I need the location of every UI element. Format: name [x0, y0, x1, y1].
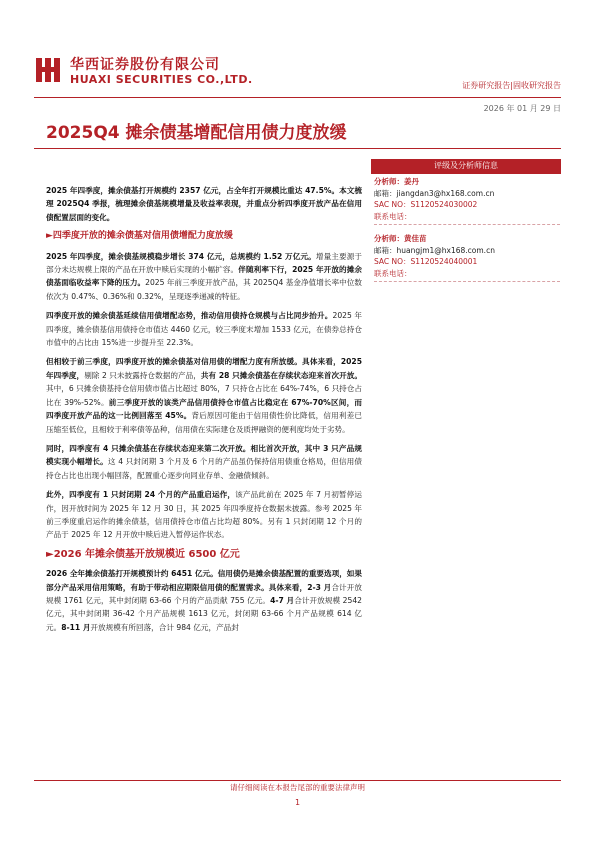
- analyst-name: 分析师：黄佳苗: [374, 234, 427, 243]
- sidebar-divider: [371, 173, 561, 174]
- company-name-cn: 华西证券股份有限公司: [70, 57, 220, 73]
- body-paragraph: 四季度开放的摊余债基延续信用债增配态势，推动信用债持仓规模与占比同步抬升。2025 年四季度，摊余债基信用债持仓市值达 4460 亿元，较三季度末增加 1533 亿元，在债券总持仓市值中的占比由 15%进一步提升至 22.3%。: [46, 311, 362, 348]
- footer-divider: [34, 780, 561, 781]
- report-body: [46, 184, 362, 640]
- company-name-en: HUAXI SECURITIES CO.,LTD.: [70, 73, 253, 86]
- body-paragraph: 同时，四季度有 4 只摊余债基在存续状态迎来第二次开放。相比首次开放，其中 3 只产品规模实现小幅增长。这 4 只封闭期 3 个月及 6 个月的产品虽仍保持信用债重仓格局，但信用债持仓占比也出现小幅回落，配置重心逐步向同业存单、金融债倾斜。: [46, 443, 362, 480]
- analyst-email[interactable]: 邮箱：huangjm1@hx168.com.cn: [374, 245, 495, 255]
- analyst-phone: 联系电话：: [374, 268, 412, 278]
- body-paragraph: 2026 全年摊余债基打开规模预计约 6451 亿元。信用债仍是摊余债基配置的重要选项，如果部分产品采用信用策略，有助于带动相应期限信用债的配置需求。具体来看，2-3 月合计开放规模 1761 亿元，其中封闭期 63-66 个月的产品贡献 755 亿元。4-7 月合计开放规模 2542 亿元，其中封闭期 36-42 个月产品规模 1613 亿元，封闭期 63-66 个月产品规模 614 亿元。8-11 月开放规模有所回落，合计 984 亿元，产品封: [46, 569, 363, 632]
- body-paragraph: 此外，四季度有 1 只封闭期 24 个月的产品重启运作，该产品此前在 2025 年 7 月初暂停运作，因开放时间为 2025 年 12 月 30 日，其 2025 年四季度持仓数据未披露。参考 2025 年前三季度重启运作的摊余债基，信用债持仓市值占比均超 80%。另有 1 只封闭期 12 个月的产品于 2025 年 12 月开放中赎后进入暂停运作状态。: [46, 490, 362, 540]
- body-paragraph: 但相较于前三季度，四季度开放的摊余债基对信用债的增配力度有所放缓。具体来看，2025 年四季度，剔除 2 只未披露持仓数据的产品，共有 28 只摊余债基在存续状态迎来首次开放。其中，6 只摊余债基持仓信用债市值占比超过 80%，7 只持仓占比在 64%-74%，6 只持仓占比在 39%-52%。前三季度开放的该类产品信用债持仓市值占比稳定在 67%-70%区间，而四季度开放产品的这一比例回落至 45%。背后原因可能由于信用债性价比降低，信用利差已压缩至低位，且相较于利率债等品种，信用债在实际建仓及质押融资的便利度均处于劣势。: [46, 357, 362, 434]
- page-title: 2025Q4 摊余债基增配信用债力度放缓: [46, 123, 347, 143]
- analyst-name: 分析师：姜丹: [374, 177, 419, 186]
- report-type-label: 证券研究报告|固收研究报告: [462, 81, 561, 90]
- analyst-sac-number: SAC NO：S1120524030002: [374, 200, 478, 209]
- report-date: 2026 年 01 月 29 日: [483, 104, 561, 113]
- page-number: 1: [294, 798, 301, 807]
- analyst-sac-number: SAC NO：S1120524040001: [374, 257, 478, 266]
- legal-notice: 请仔细阅读在本报告尾部的重要法律声明: [230, 783, 365, 792]
- company-logo-icon: [34, 54, 64, 84]
- section-heading-2026-opening: ►2026 年摊余债基开放规模近 6500 亿元: [46, 548, 240, 560]
- analyst-card: [374, 233, 560, 282]
- analyst-info-heading: 评级及分析师信息: [371, 159, 561, 173]
- body-paragraph: 2025 年四季度，摊余债基规模稳步增长 374 亿元，总规模约 1.52 万亿元。增量主要源于部分未达规模上限的产品在开放中赎后实现的小幅扩容。伴随利率下行，2025 年开放的摊余债基面临收益率下降的压力。2025 年前三季度开放产品，其 2025Q4 基金净值增长率中位数依次为 0.47%、0.36%和 0.32%，呈现逐季递减的特征。: [46, 251, 363, 301]
- summary-paragraph: 2025 年四季度，摊余债基打开规模约 2357 亿元，占全年打开规模比重达 47.5%。本文梳理 2025Q4 季报，梳理摊余债基规模增量及收益率表现，并重点分析四季度开放产品在信用债配置层面的变化。: [46, 186, 362, 222]
- analyst-email[interactable]: 邮箱：jiangdan3@hx168.com.cn: [374, 188, 495, 198]
- section-heading-q4-credit: ►四季度开放的摊余债基对信用债增配力度放缓: [46, 231, 233, 242]
- analyst-divider: [374, 222, 560, 225]
- analyst-divider: [374, 279, 560, 282]
- header-divider: [34, 97, 561, 98]
- analyst-card: [374, 176, 560, 225]
- analyst-phone: 联系电话：: [374, 211, 412, 221]
- title-divider: [34, 148, 561, 149]
